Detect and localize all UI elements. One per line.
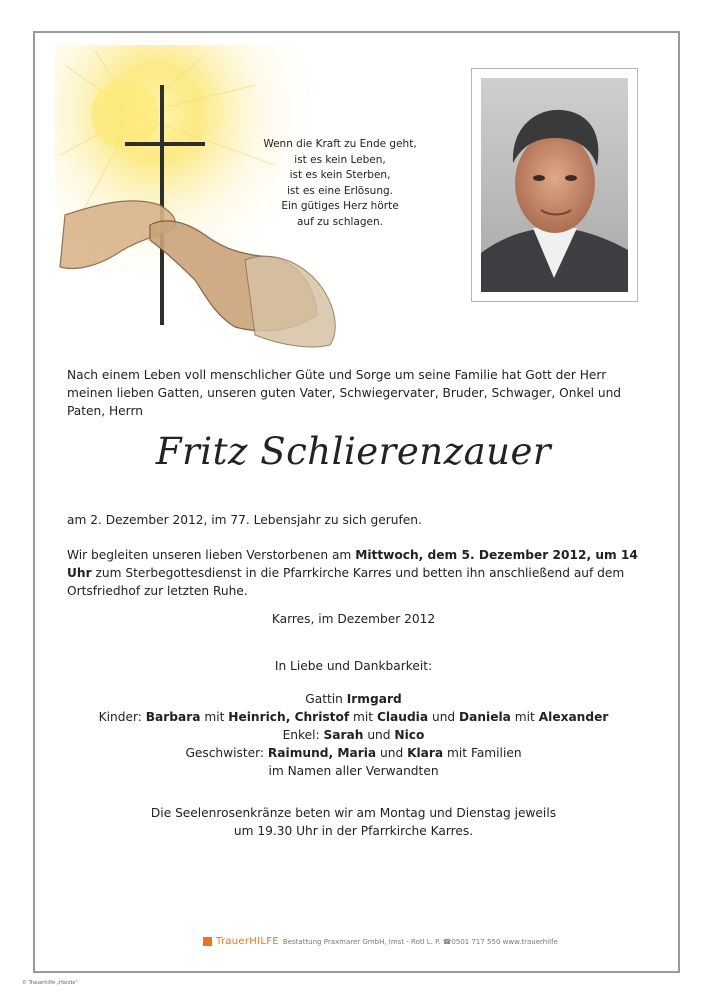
poem-line: Wenn die Kraft zu Ende geht, (263, 138, 417, 150)
connector: und (363, 728, 395, 742)
grandchild-name: Sarah (323, 728, 364, 742)
gratitude-heading: In Liebe und Dankbarkeit: (274, 659, 433, 673)
portrait-frame (471, 68, 638, 302)
grandchild-name: Nico (394, 728, 425, 742)
funeral-text (67, 546, 647, 600)
child-name: Daniela (459, 710, 511, 724)
poem-line: ist es kein Leben, (294, 153, 386, 166)
death-date-line: am 2. Dezember 2012, im 77. Lebensjahr zu sich gerufen. (67, 513, 422, 527)
family-list (60, 690, 647, 780)
poem (240, 137, 440, 230)
sibling-names: Raimund, Maria (267, 746, 377, 760)
family-siblings (60, 744, 647, 762)
child-name: Heinrich, Christof (228, 710, 350, 724)
connector: und (428, 710, 460, 724)
family-wife (60, 690, 647, 708)
children-label: Kinder: (98, 710, 146, 724)
rosary-line: um 19.30 Uhr in der Pfarrkirche Karres. (233, 824, 474, 838)
family-children (60, 708, 647, 726)
family-relatives: im Namen aller Verwandten (268, 764, 439, 778)
grandchildren-label: Enkel: (282, 728, 324, 742)
wife-name: Irmgard (346, 692, 402, 706)
funeral-text-pre: Wir begleiten unseren lieben Verstorbenen am (67, 548, 356, 562)
copyright-note: © Trauerhilfe „Hände“ (22, 980, 78, 986)
connector: und (376, 746, 408, 760)
place-date: Karres, im Dezember 2012 (271, 612, 436, 626)
family-grandchildren (60, 726, 647, 744)
brand-part: Trauer (216, 936, 250, 947)
poem-line: ist es kein Sterben, (289, 169, 391, 181)
rosary-info (60, 804, 647, 840)
funeral-date: Mittwoch, dem 5. Dezember 2012, um 14 Uhr (67, 548, 638, 580)
trauerhilfe-logo-icon (203, 937, 212, 946)
connector: mit (349, 710, 377, 724)
brand-part: HILFE (249, 936, 279, 947)
sibling-name: Klara (407, 746, 444, 760)
poem-line: ist es eine Erlösung. (286, 184, 393, 197)
footer-brand (216, 936, 279, 947)
footer-contact: Bestattung Praxmarer GmbH, Imst - Rotl L. P. ☎0501 717 550 www.trauerhilfe (282, 937, 558, 946)
connector: mit (200, 710, 229, 724)
child-name: Claudia (376, 710, 429, 724)
funeral-text-post: zum Sterbegottesdienst in die Pfarrkirche Karres und betten ihn anschließend auf dem Ortsfriedhof zur letzten Ruhe. (67, 566, 625, 598)
rosary-line: Die Seelenrosenkränze beten wir am Montag und Dienstag jeweils (150, 806, 557, 820)
poem-line: Ein gütiges Herz hörte (281, 200, 399, 212)
footer (203, 936, 558, 947)
poem-line: auf zu schlagen. (297, 215, 383, 228)
wife-label: Gattin (305, 692, 347, 706)
deceased-name: Fritz Schlierenzauer (155, 430, 552, 473)
siblings-label: Geschwister: (185, 746, 268, 760)
connector: mit (510, 710, 539, 724)
intro-text: Nach einem Leben voll menschlicher Güte und Sorge um seine Familie hat Gott der Herr meinen lieben Gatten, unseren guten Vater, Schwiegervater, Bruder, Schwager, Onkel und Paten, Herrn (67, 368, 622, 418)
siblings-post: mit Familien (443, 746, 522, 760)
portrait-photo (481, 78, 628, 292)
child-name: Alexander (538, 710, 609, 724)
child-name: Barbara (145, 710, 201, 724)
